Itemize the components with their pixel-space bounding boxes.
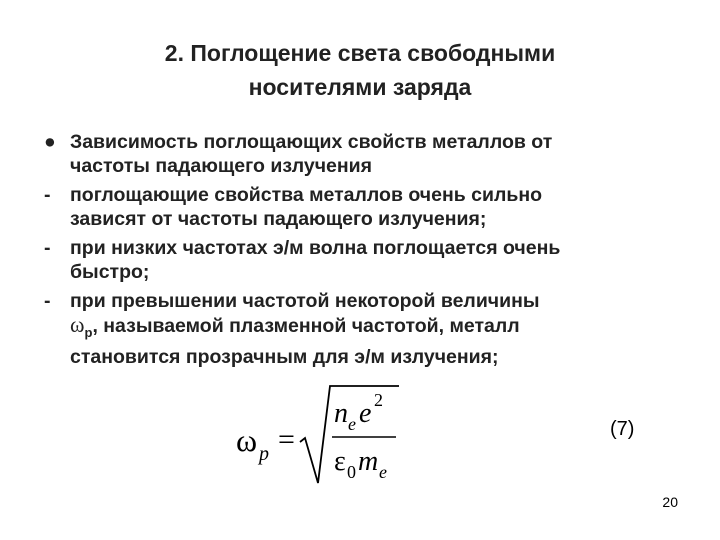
dash-marker: -: [44, 290, 51, 312]
dash-marker: -: [44, 237, 51, 259]
list-item: [40, 236, 690, 284]
formula-omega-subscript: p: [259, 443, 269, 465]
denominator-epsilon: ε: [334, 446, 346, 477]
denominator-epsilon-subscript: 0: [347, 462, 356, 482]
list-item-line: становится прозрачным для э/м излучения;: [70, 345, 499, 368]
list-item: [40, 289, 690, 369]
omega-subscript: p: [84, 324, 93, 340]
slide-title: [0, 36, 720, 104]
list-item: [40, 183, 690, 231]
numerator-n: n: [334, 398, 348, 429]
numerator-n-subscript: e: [348, 414, 356, 434]
title-line-1: 2. Поглощение света свободными: [164, 40, 556, 66]
formula-omega: ω: [236, 422, 258, 458]
dash-marker: -: [44, 184, 51, 206]
list-item: [40, 130, 690, 178]
equation-number: (7): [610, 418, 635, 440]
page-number: 20: [662, 494, 678, 510]
denominator-m-subscript: e: [379, 462, 387, 482]
numerator-e: e: [359, 398, 372, 429]
list-item-line: быстро;: [70, 261, 150, 283]
bullet-list: [40, 130, 690, 374]
list-item-line: поглощающие свойства металлов очень сильно: [70, 184, 543, 206]
list-item-line: зависят от частоты падающего излучения;: [70, 208, 487, 230]
list-item-line: частоты падающего излучения: [70, 155, 373, 177]
list-item-line: при низких частотах э/м волна поглощается очень: [70, 237, 561, 259]
list-item-line: Зависимость поглощающих свойств металлов от: [70, 131, 553, 153]
formula-equals: =: [278, 423, 295, 456]
title-line-2: носителями заряда: [248, 74, 472, 100]
omega-symbol: ω: [70, 312, 85, 337]
numerator-e-superscript: 2: [374, 390, 383, 410]
list-item-line: при превышении частотой некоторой величины: [70, 290, 540, 312]
plasma-frequency-formula: [234, 380, 404, 490]
bullet-marker: ●: [44, 131, 56, 153]
list-item-line-omega: [70, 313, 690, 345]
omega-line-text: , называемой плазменной частотой, металл: [92, 315, 520, 337]
denominator-m: m: [358, 446, 379, 477]
